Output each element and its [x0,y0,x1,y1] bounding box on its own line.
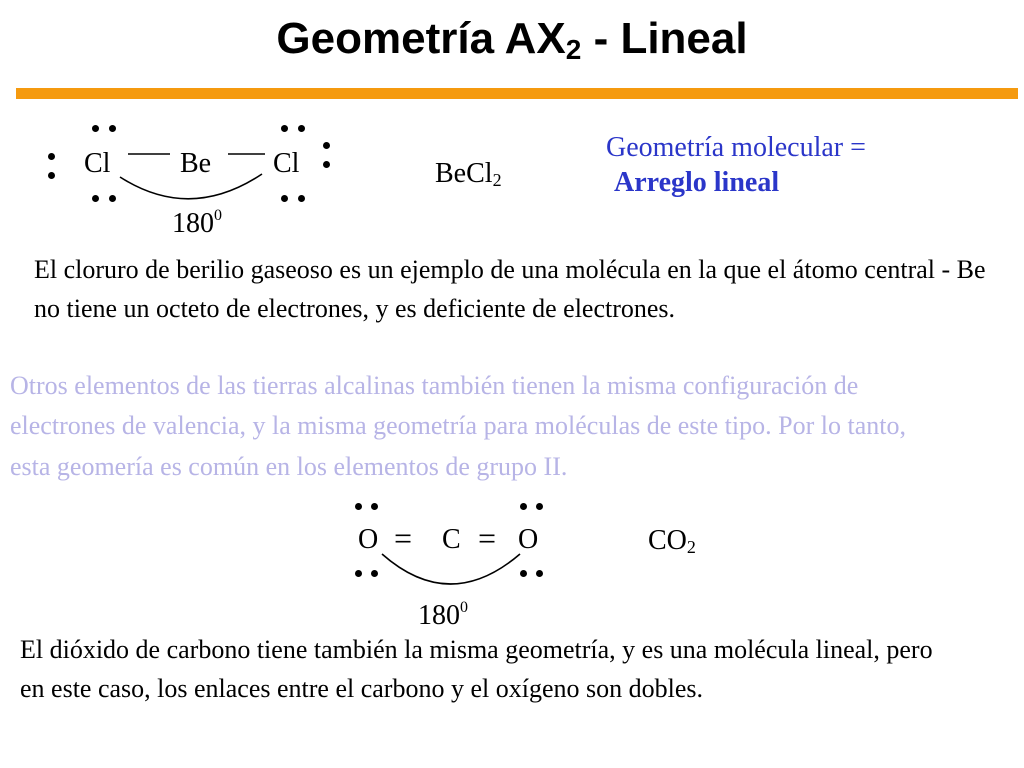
bond-angle-arc [120,174,262,199]
geometry-note [606,130,866,200]
title-subscript: 2 [565,34,582,65]
bond-angle-arc [382,554,520,584]
atom-o-right: O [518,524,539,555]
co2-lewis-structure [340,496,560,596]
co2-angle-label: $180^0$ [418,599,468,631]
becl2-angle-label: $180^0$ [172,207,222,239]
title-divider [16,88,1018,99]
atom-be: Be [180,148,212,179]
co2-formula: $CO_2$ [648,525,696,557]
double-bond-left: = [394,520,413,556]
paragraph-becl2: El cloruro de berilio gaseoso es un ejemplo de una molécula en la que el átomo central - Be no tiene un octeto de electrones, y es deficiente de electrones. [34,255,986,323]
geometry-note-line1: Geometría molecular = [606,132,866,163]
slide-title [0,14,1024,66]
becl2-formula: BeCl$_2$ [435,158,502,190]
paragraph-alkaline-earth: Otros elementos de las tierras alcalinas también tienen la misma configuración de electrones de valencia, y la misma geometría para moléculas de este tipo. Por lo tanto, esta geomería es común en los elementos de grupo II. [10,371,906,481]
atom-c: C [442,524,461,555]
atom-cl-right: Cl [273,148,300,179]
co2-bonds-svg [340,496,560,596]
atom-cl-left: Cl [84,148,111,179]
atom-o-left: O [358,524,379,555]
double-bond-right: = [478,520,497,556]
paragraph-co2: El dióxido de carbono tiene también la misma geometría, y es una molécula lineal, pero en este caso, los enlaces entre el carbono y el oxígeno son dobles. [20,635,933,703]
geometry-note-line2: Arreglo lineal [614,167,780,198]
title-suffix: - Lineal [581,14,748,63]
title-main: Geometría AX [276,14,566,63]
